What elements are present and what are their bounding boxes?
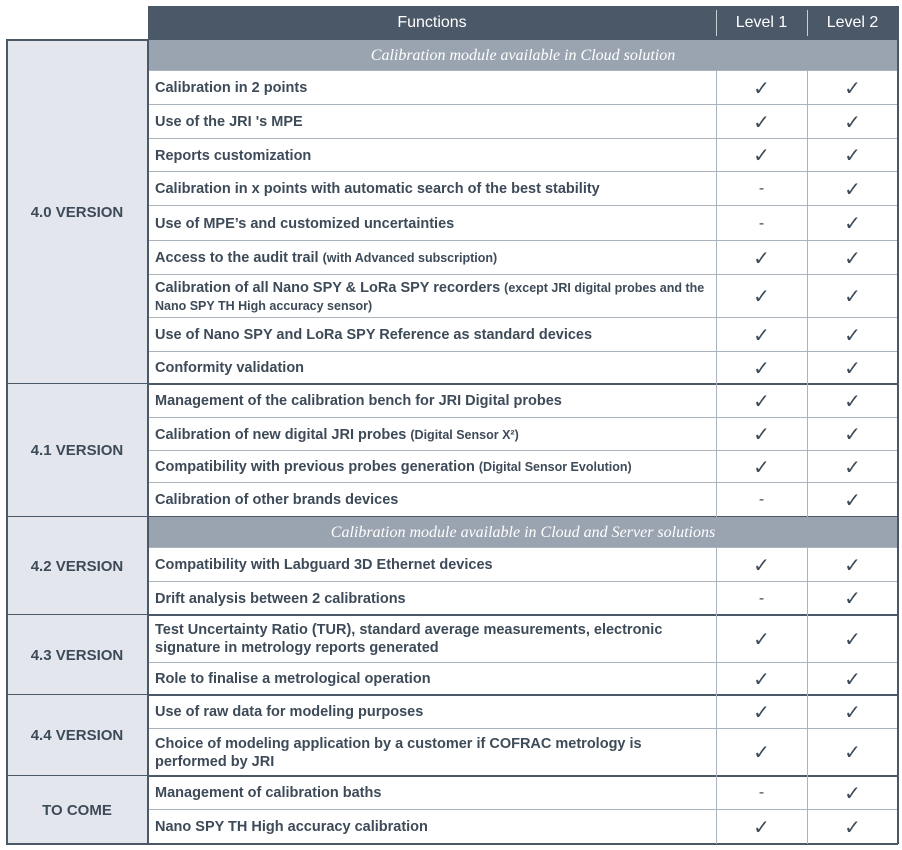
availability-banner: Calibration module available in Cloud and Server solutions (148, 517, 898, 548)
function-label: Choice of modeling application by a customer if COFRAC metrology is performed by JRI (155, 735, 642, 770)
column-divider (807, 776, 808, 844)
check-mark-icon: ✓ (844, 489, 861, 512)
check-mark-icon: ✓ (844, 668, 861, 691)
section-label: 4.4 VERSION (6, 695, 148, 776)
function-label: Role to finalise a metrological operation (155, 671, 431, 687)
function-cell (148, 139, 716, 172)
banner-divider (148, 547, 898, 548)
check-mark-icon: ✓ (753, 816, 770, 839)
function-label: Reports customization (155, 147, 312, 164)
table-border-inner (147, 40, 149, 844)
function-label: Management of calibration baths (155, 785, 382, 801)
check-mark-icon: ✓ (844, 324, 861, 347)
check-mark-icon: ✓ (844, 145, 861, 167)
check-mark-icon: ✓ (844, 816, 861, 839)
function-cell (148, 548, 716, 582)
function-label: Use of raw data for modeling purposes (155, 704, 424, 720)
column-divider (807, 384, 808, 517)
table-border-left (6, 40, 8, 844)
function-label: Calibration of other brands devices (155, 492, 399, 508)
function-label: Use of Nano SPY and LoRa SPY Reference as standard devices (155, 327, 593, 343)
section-divider (6, 843, 898, 845)
column-divider (807, 548, 808, 615)
function-cell (148, 206, 716, 241)
section-label: 4.0 VERSION (6, 40, 148, 384)
check-mark-icon: ✓ (844, 247, 861, 270)
function-label: Compatibility with previous probes generation (155, 459, 475, 475)
check-mark-icon: ✓ (844, 178, 861, 201)
availability-banner: Calibration module available in Cloud solution (148, 40, 898, 71)
header-functions: Functions (148, 6, 716, 40)
check-mark-icon: ✓ (844, 456, 861, 479)
function-cell (148, 776, 716, 810)
function-label: Nano SPY TH High accuracy calibration (155, 819, 428, 835)
check-mark-icon: ✓ (844, 77, 861, 100)
check-mark-icon: ✓ (753, 247, 770, 270)
check-mark-icon: ✓ (844, 390, 861, 413)
function-cell (148, 105, 716, 139)
function-cell (148, 241, 716, 275)
table-border-top (6, 39, 148, 41)
function-cell (148, 810, 716, 844)
check-mark-icon: ✓ (753, 390, 770, 413)
column-divider (716, 776, 717, 844)
check-mark-icon: ✓ (844, 213, 861, 235)
function-cell (148, 729, 716, 776)
dash-icon: - (758, 589, 765, 607)
column-divider (716, 548, 717, 615)
banner-divider (148, 70, 898, 71)
check-mark-icon: ✓ (753, 456, 770, 479)
check-mark-icon: ✓ (753, 554, 770, 577)
dash-icon: - (758, 180, 765, 197)
function-label: Calibration in 2 points (155, 80, 308, 96)
function-label: Access to the audit trail (155, 250, 319, 266)
check-mark-icon: ✓ (844, 742, 861, 764)
function-cell (148, 663, 716, 695)
check-mark-icon: ✓ (753, 668, 770, 691)
check-mark-icon: ✓ (844, 554, 861, 577)
function-label: Drift analysis between 2 calibrations (155, 590, 406, 607)
function-label: Calibration of new digital JRI probes (155, 426, 407, 443)
function-label: Compatibility with Labguard 3D Ethernet devices (155, 557, 493, 573)
column-divider (716, 695, 717, 776)
check-mark-icon: ✓ (844, 286, 861, 308)
check-mark-icon: ✓ (753, 357, 770, 380)
section-label: TO COME (6, 776, 148, 844)
function-label: Management of the calibration bench for JRI Digital probes (155, 393, 562, 409)
check-mark-icon: ✓ (844, 628, 861, 651)
function-label: Test Uncertainty Ratio (TUR), standard average measurements, electronic signature in metrology reports generated (155, 622, 663, 656)
check-mark-icon: ✓ (753, 424, 770, 446)
function-cell (148, 582, 716, 615)
check-mark-icon: ✓ (844, 111, 861, 134)
column-divider (716, 615, 717, 695)
function-cell (148, 695, 716, 729)
check-mark-icon: ✓ (844, 782, 861, 805)
function-label: Calibration of all Nano SPY & LoRa SPY recorders (155, 279, 501, 296)
function-label: Conformity validation (155, 360, 305, 376)
column-divider (807, 695, 808, 776)
function-label: Calibration in x points with automatic search of the best stability (155, 181, 600, 197)
function-cell (148, 384, 716, 418)
check-mark-icon: ✓ (753, 111, 770, 134)
function-cell (148, 275, 716, 318)
function-note: (with Advanced subscription) (322, 251, 498, 265)
header-divider (807, 10, 808, 36)
function-cell (148, 352, 716, 384)
header-level-2: Level 2 (807, 6, 898, 40)
header-divider (716, 10, 717, 36)
header-level-1: Level 1 (716, 6, 807, 40)
dash-icon: - (758, 214, 765, 232)
dash-icon: - (758, 491, 765, 508)
function-cell (148, 318, 716, 352)
function-cell (148, 71, 716, 105)
table-border-right (897, 6, 899, 844)
check-mark-icon: ✓ (753, 286, 770, 308)
function-cell (148, 483, 716, 517)
section-label: 4.3 VERSION (6, 615, 148, 695)
function-label: Use of the JRI 's MPE (155, 114, 303, 130)
function-note: (Digital Sensor X²) (410, 427, 519, 442)
check-mark-icon: ✓ (844, 701, 861, 724)
dash-icon: - (758, 784, 765, 801)
function-cell (148, 615, 716, 663)
check-mark-icon: ✓ (753, 324, 770, 347)
column-divider (716, 71, 717, 384)
column-divider (807, 615, 808, 695)
section-label: 4.2 VERSION (6, 517, 148, 615)
column-divider (807, 71, 808, 384)
check-mark-icon: ✓ (753, 701, 770, 724)
check-mark-icon: ✓ (753, 628, 770, 651)
check-mark-icon: ✓ (753, 77, 770, 100)
function-note: (except JRI digital probes and the Nano SPY TH High accuracy sensor) (155, 280, 705, 313)
check-mark-icon: ✓ (844, 588, 861, 610)
function-note: (Digital Sensor Evolution) (478, 460, 632, 474)
section-label: 4.1 VERSION (6, 384, 148, 517)
function-cell (148, 172, 716, 206)
function-label: Use of MPE’s and customized uncertainties (155, 215, 455, 232)
column-divider (716, 384, 717, 517)
check-mark-icon: ✓ (753, 742, 770, 764)
check-mark-icon: ✓ (844, 357, 861, 380)
check-mark-icon: ✓ (753, 145, 770, 167)
function-cell (148, 451, 716, 483)
check-mark-icon: ✓ (844, 424, 861, 446)
function-cell (148, 418, 716, 451)
